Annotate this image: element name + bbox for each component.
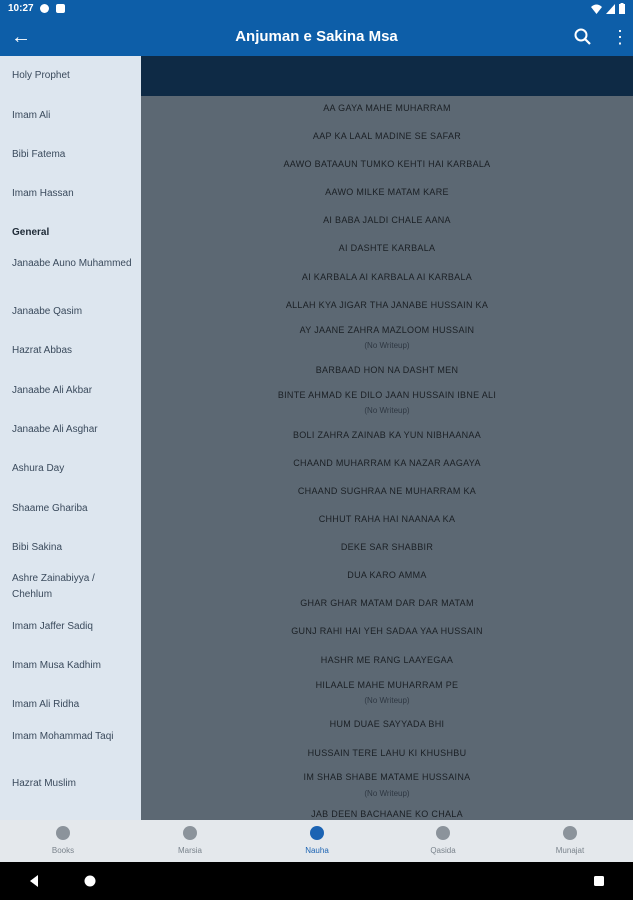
tab-label: Qasida — [430, 846, 456, 855]
list-item[interactable]: AI BABA JALDI CHALE AANA — [323, 215, 451, 225]
bottom-navigation — [0, 820, 633, 862]
tab-qasida[interactable] — [380, 820, 506, 862]
tab-nauha[interactable] — [254, 820, 380, 862]
drawer-item-bibi-fatema[interactable]: Bibi Fatema — [12, 149, 66, 160]
list-header-band — [141, 56, 633, 96]
list-item[interactable]: DEKE SAR SHABBIR — [340, 542, 434, 552]
drawer-item-imam-hassan[interactable]: Imam Hassan — [12, 188, 74, 199]
tab-munajat[interactable] — [507, 820, 633, 862]
tab-label: Books — [51, 846, 75, 855]
drawer-item-shaame-ghariba[interactable]: Shaame Ghariba — [12, 503, 88, 514]
drawer-item-imam-jaffer-sadiq[interactable]: Imam Jaffer Sadiq — [12, 621, 93, 632]
tab-marsia[interactable] — [127, 820, 253, 862]
drawer-header-general: General — [12, 227, 50, 238]
drawer-item-janaabe-qasim[interactable]: Janaabe Qasim — [12, 306, 83, 317]
list-item[interactable]: BINTE AHMAD KE DILO JAAN HUSSAIN IBNE ALI — [277, 390, 497, 400]
wifi-icon — [591, 4, 602, 14]
list-item[interactable]: GHAR GHAR MATAM DAR DAR MATAM — [300, 598, 474, 608]
app-bar — [0, 18, 633, 56]
drawer-item-imam-musa-kadhim[interactable]: Imam Musa Kadhim — [12, 660, 101, 671]
list-item[interactable]: GUNJ RAHI HAI YEH SADAA YAA HUSSAIN — [291, 626, 483, 636]
list-item[interactable]: IM SHAB SHABE MATAME HUSSAINA — [303, 772, 471, 782]
drawer-item-janaabe-ali-akbar[interactable]: Janaabe Ali Akbar — [12, 385, 93, 396]
list-item[interactable]: HUM DUAE SAYYADA BHI — [329, 719, 445, 729]
drawer-item-imam-ali-ridha[interactable]: Imam Ali Ridha — [12, 699, 80, 710]
system-nav-bar — [0, 862, 633, 900]
tab-label: Marsia — [177, 846, 202, 855]
tab-label: Munajat — [555, 846, 585, 855]
nauha-list — [141, 56, 633, 820]
qasida-icon — [436, 826, 450, 840]
list-item[interactable]: HUSSAIN TERE LAHU KI KHUSHBU — [307, 748, 467, 758]
list-item[interactable]: AAP KA LAAL MADINE SE SAFAR — [312, 131, 462, 141]
list-item[interactable]: AAWO MILKE MATAM KARE — [325, 187, 449, 197]
battery-icon — [619, 3, 625, 14]
list-item[interactable]: HILAALE MAHE MUHARRAM PE — [315, 680, 459, 690]
drawer-item-bibi-sakina[interactable]: Bibi Sakina — [12, 542, 63, 553]
tab-books[interactable] — [0, 820, 126, 862]
list-item[interactable]: AY JAANE ZAHRA MAZLOOM HUSSAIN — [299, 325, 475, 335]
list-item-subtitle: (No Writeup) — [364, 341, 410, 350]
nauha-icon — [310, 826, 324, 840]
signal-icon — [606, 4, 615, 14]
drawer-item-ashre-zainabiyya[interactable]: Ashre Zainabiyya / Chehlum — [12, 573, 95, 600]
list-item[interactable]: AAWO BATAAUN TUMKO KEHTI HAI KARBALA — [283, 159, 491, 169]
list-item[interactable]: AA GAYA MAHE MUHARRAM — [323, 103, 451, 113]
notification-icon — [40, 4, 49, 13]
more-vert-icon[interactable]: ⋮ — [611, 27, 629, 47]
list-item[interactable]: CHHUT RAHA HAI NAANAA KA — [318, 514, 456, 524]
list-item[interactable]: CHAAND SUGHRAA NE MUHARRAM KA — [297, 486, 477, 496]
books-icon — [56, 826, 70, 840]
list-item[interactable]: BARBAAD HON NA DASHT MEN — [315, 365, 459, 375]
nav-recents-icon[interactable] — [592, 874, 606, 888]
list-item[interactable]: AI DASHTE KARBALA — [338, 243, 436, 253]
sd-card-icon — [56, 4, 65, 13]
list-item[interactable]: HASHR ME RANG LAAYEGAA — [320, 655, 454, 665]
list-item[interactable]: DUA KARO AMMA — [347, 570, 427, 580]
drawer-item-janaabe-auno-muhammed[interactable]: Janaabe Auno Muhammed — [12, 258, 132, 269]
search-icon[interactable] — [573, 27, 593, 47]
list-item[interactable]: CHAAND MUHARRAM KA NAZAR AAGAYA — [293, 458, 481, 468]
navigation-drawer — [0, 56, 141, 820]
nav-back-icon[interactable] — [27, 874, 41, 888]
nav-home-icon[interactable] — [83, 874, 97, 888]
drawer-item-imam-ali[interactable]: Imam Ali — [12, 110, 51, 121]
arrow-left-icon[interactable]: ← — [11, 26, 31, 48]
marsia-icon — [183, 826, 197, 840]
munajat-icon — [563, 826, 577, 840]
list-item[interactable]: AI KARBALA AI KARBALA AI KARBALA — [301, 272, 473, 282]
drawer-item-imam-mohammad-taqi[interactable]: Imam Mohammad Taqi — [12, 731, 114, 742]
list-item-subtitle: (No Writeup) — [364, 696, 410, 705]
drawer-item-holy-prophet[interactable]: Holy Prophet — [12, 70, 70, 81]
drawer-item-janaabe-ali-asghar[interactable]: Janaabe Ali Asghar — [12, 424, 98, 435]
list-item-subtitle: (No Writeup) — [364, 406, 410, 415]
drawer-item-ashura-day[interactable]: Ashura Day — [12, 463, 65, 474]
status-time: 10:27 — [8, 3, 34, 14]
drawer-item-hazrat-abbas[interactable]: Hazrat Abbas — [12, 345, 73, 356]
list-item[interactable]: BOLI ZAHRA ZAINAB KA YUN NIBHAANAA — [292, 430, 482, 440]
drawer-item-hazrat-muslim[interactable]: Hazrat Muslim — [12, 778, 76, 789]
app-title: Anjuman e Sakina Msa — [235, 28, 398, 45]
list-item[interactable]: JAB DEEN BACHAANE KO CHALA — [311, 809, 463, 819]
list-item[interactable]: ALLAH KYA JIGAR THA JANABE HUSSAIN KA — [285, 300, 489, 310]
tab-label: Nauha — [305, 846, 329, 855]
list-item-subtitle: (No Writeup) — [364, 789, 410, 798]
status-bar — [0, 0, 633, 18]
